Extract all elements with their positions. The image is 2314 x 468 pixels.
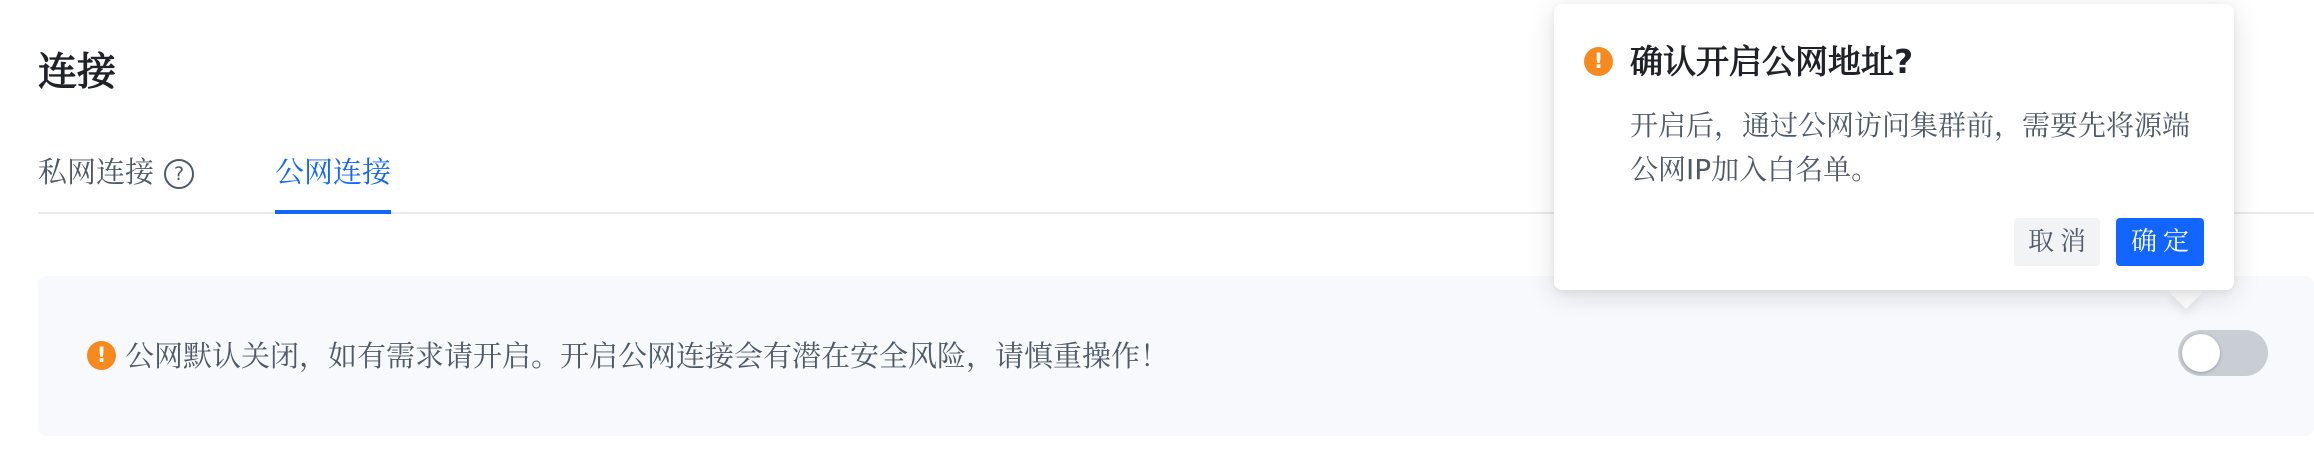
banner-message: 公网默认关闭，如有需求请开启。开启公网连接会有潜在安全风险，请慎重操作！	[125, 339, 1170, 373]
active-tab-indicator	[275, 210, 391, 214]
confirm-button[interactable]: 确定	[2116, 218, 2204, 266]
tab-private-connection[interactable]	[38, 148, 194, 212]
confirm-popover	[1554, 4, 2234, 290]
question-circle-icon[interactable]: ?	[164, 159, 194, 189]
popover-message: 开启后，通过公网访问集群前，需要先将源端公网IP加入白名单。	[1630, 109, 2191, 186]
tab-private-label: 私网连接	[38, 155, 155, 189]
warning-icon: !	[1584, 47, 1613, 76]
cancel-button[interactable]: 取消	[2014, 218, 2100, 266]
popover-title: 确认开启公网地址?	[1630, 42, 1914, 81]
warning-icon: !	[87, 341, 116, 370]
tab-public-connection[interactable]	[275, 148, 391, 212]
public-network-banner	[38, 276, 2314, 436]
section-title: 连接	[38, 50, 117, 95]
tab-public-label: 公网连接	[275, 155, 392, 189]
toggle-knob	[2182, 334, 2220, 372]
public-network-toggle[interactable]	[2178, 330, 2268, 376]
